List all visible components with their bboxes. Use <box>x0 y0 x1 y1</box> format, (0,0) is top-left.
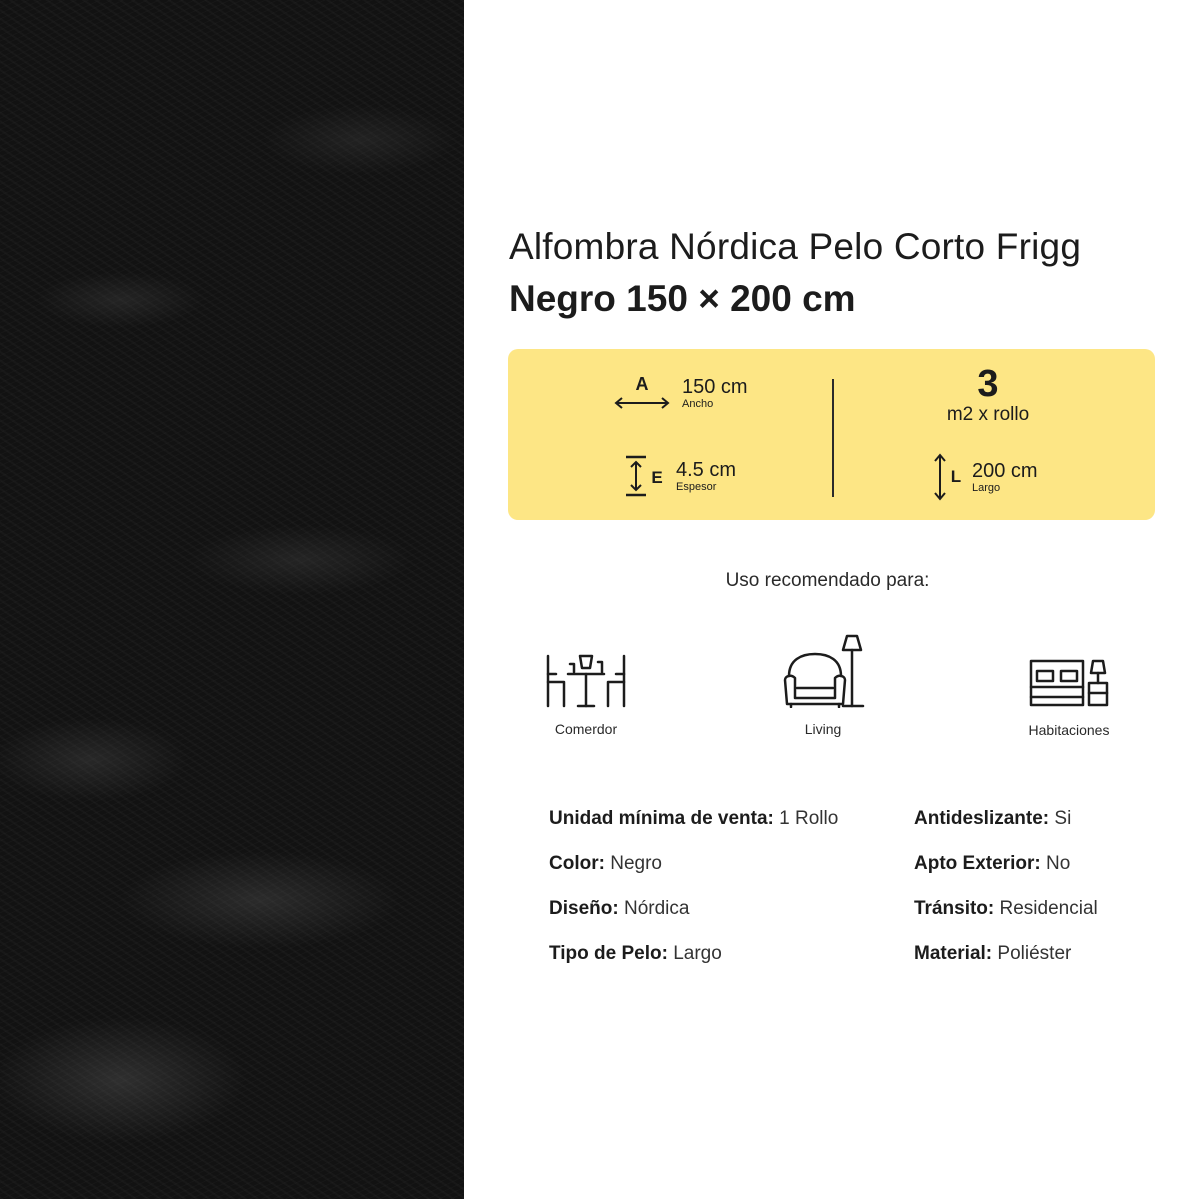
spec-ancho <box>612 373 748 413</box>
largo-value: 200 cm <box>972 459 1038 482</box>
attr-key: Material: <box>914 943 993 964</box>
attr-value: Largo <box>673 943 722 964</box>
attr-value: Residencial <box>999 898 1098 919</box>
spec-espesor <box>620 454 736 498</box>
room-label-habitaciones: Habitaciones <box>1028 722 1110 738</box>
ancho-letter: A <box>635 374 649 394</box>
attr-value: Poliéster <box>997 943 1072 964</box>
espesor-letter: E <box>651 468 663 487</box>
espesor-label: Espesor <box>676 480 717 493</box>
armchair-lamp-icon <box>781 632 865 713</box>
attr-value: 1 Rollo <box>779 808 839 829</box>
attr-antideslizante <box>914 808 1071 830</box>
rollo-label: m2 x rollo <box>946 404 1030 425</box>
uso-recomendado-title: Uso recomendado para: <box>725 570 930 591</box>
spec-box <box>508 349 1155 520</box>
product-title: Alfombra Nórdica Pelo Corto Frigg <box>509 226 1082 267</box>
rollo-value: 3 <box>977 363 999 405</box>
attr-value: Negro <box>610 853 662 874</box>
espesor-value: 4.5 cm <box>676 458 737 481</box>
attr-key: Tránsito: <box>914 898 995 919</box>
width-arrow-icon <box>612 373 672 413</box>
attr-material <box>914 943 1071 965</box>
attr-key: Antideslizante: <box>914 808 1050 829</box>
thickness-icon <box>620 454 668 498</box>
length-arrow-icon <box>930 452 964 502</box>
attr-value: Nórdica <box>623 898 690 919</box>
spec-divider <box>832 379 834 497</box>
spec-largo <box>930 452 1038 502</box>
attr-apto-exterior <box>914 853 1070 875</box>
attr-value: Si <box>1054 808 1072 829</box>
largo-letter: L <box>950 467 962 486</box>
dining-table-icon <box>544 652 628 713</box>
attr-key: Unidad mínima de venta: <box>549 808 774 829</box>
attr-tipo-pelo <box>549 943 722 965</box>
attr-unidad-minima <box>549 808 838 830</box>
attr-key: Tipo de Pelo: <box>549 943 668 964</box>
room-living <box>763 632 883 737</box>
room-habitaciones <box>1009 655 1129 738</box>
largo-label: Largo <box>972 481 1001 494</box>
attr-key: Color: <box>549 853 605 874</box>
ancho-value: 150 cm <box>682 375 748 398</box>
attr-diseno <box>549 898 689 920</box>
attr-color <box>549 853 662 875</box>
attr-key: Apto Exterior: <box>914 853 1041 874</box>
attr-value: No <box>1045 853 1071 874</box>
product-subtitle: Negro 150 × 200 cm <box>509 278 856 319</box>
room-label-comedor: Comerdor <box>554 721 618 737</box>
room-label-living: Living <box>804 721 842 737</box>
room-comedor <box>526 652 646 737</box>
attr-transito <box>914 898 1098 920</box>
ancho-label: Ancho <box>682 397 714 410</box>
attr-key: Diseño: <box>549 898 619 919</box>
bed-nightstand-icon <box>1027 655 1111 714</box>
rug-texture-image <box>0 0 464 1199</box>
